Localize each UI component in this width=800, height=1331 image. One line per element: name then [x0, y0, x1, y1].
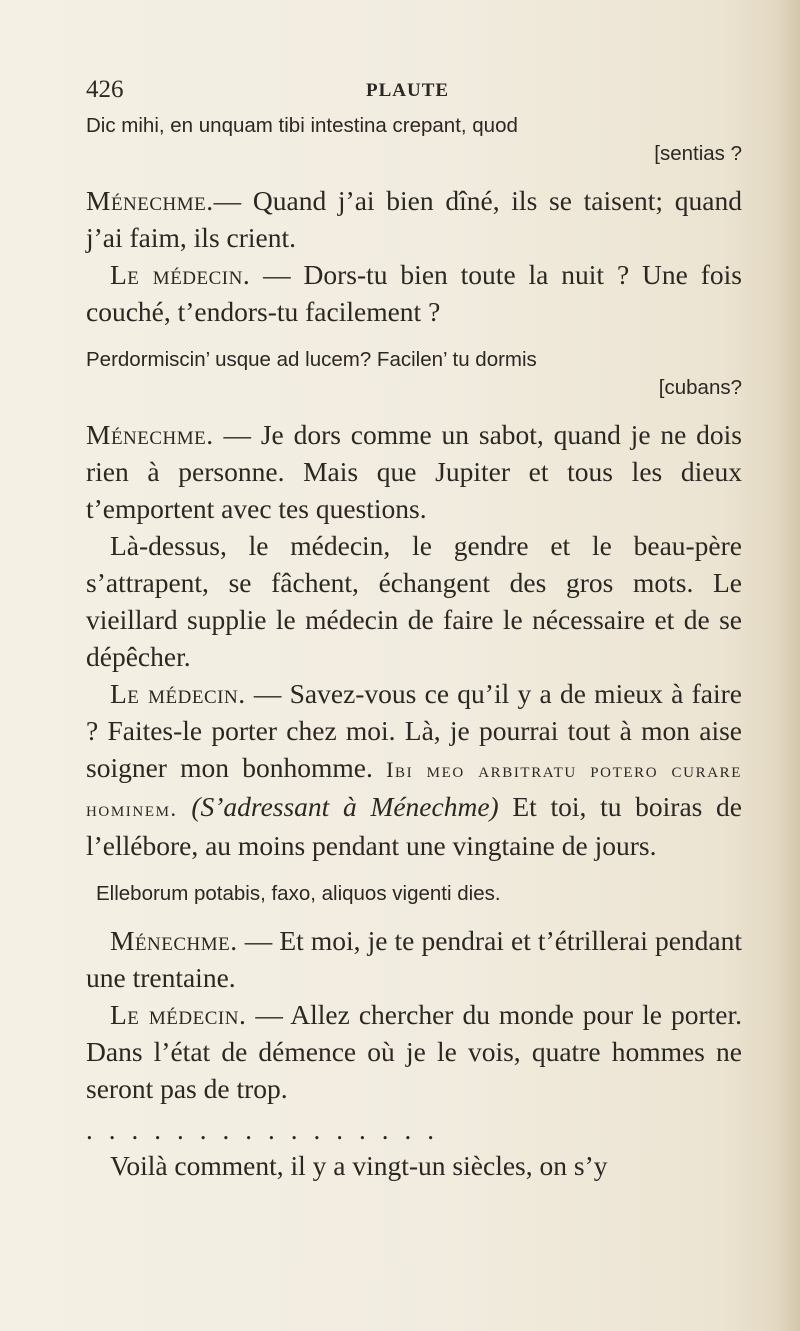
dialogue-text: — Je dors comme un sabot, quand je ne dois rien à personne. Mais que Jupiter et tous les dieux t’emportent avec tes questions.: [86, 419, 742, 524]
dialogue-text: — Quand j’ai bien dîné, ils se taisent; quand j’ai faim, ils crient.: [86, 185, 742, 253]
latin-inline-verse: Ibi meo arbitratu potero curare hominem.: [86, 757, 742, 821]
latin-verse-2: Perdormiscin’ usque ad lucem? Facilen’ tu dormis: [86, 348, 537, 371]
last-line: Voilà comment, il y a vingt-un siècles, on s’y: [110, 1150, 608, 1181]
dialogue-text: — Et moi, je te pendrai et t’étrillerai pendant une trentaine.: [86, 925, 742, 993]
latin-verse-1: Dic mihi, en unquam tibi intestina crepant, quod: [86, 114, 518, 137]
latin-verse-1-continuation: [sentias ?: [654, 142, 742, 165]
dialogue-text: — Dors-tu bien toute la nuit ? Une fois couché, t’endors-tu facilement ?: [86, 259, 743, 327]
page-header: [86, 76, 740, 106]
dialogue-menechme-2: [86, 416, 742, 527]
dialogue-text-continued: Et toi, tu boiras de l’ellébore, au moins pendant une vingtaine de jours.: [86, 791, 742, 861]
latin-verse-2-continuation: [cubans?: [658, 376, 742, 399]
dialogue-text: — Allez chercher du monde pour le porter. Dans l’état de démence où je le vois, quatre hommes ne seront pas de trop.: [86, 999, 743, 1104]
latin-verse-4: Elleborum potabis, faxo, aliquos vigenti dies.: [96, 882, 501, 905]
running-head: PLAUTE: [366, 80, 450, 101]
speaker-name: Le médecin.: [110, 678, 246, 709]
narration-paragraph: Là-dessus, le médecin, le gendre et le beau-père s’attrapent, se fâchent, échangent des gros mots. Le vieillard supplie le médecin de faire le nécessaire et de se dépêcher.: [86, 530, 742, 672]
dialogue-menechme-3: [86, 922, 742, 996]
page-edge-shadow: [778, 0, 800, 1331]
ellipsis-separator: ................: [86, 1115, 450, 1145]
dialogue-menechme-1: [86, 182, 742, 256]
dialogue-medecin-2: [86, 675, 742, 864]
speaker-name: Le médecin.: [110, 259, 251, 290]
speaker-name: Le médecin.: [110, 999, 247, 1030]
dialogue-text: — Savez-vous ce qu’il y a de mieux à faire ? Faites-le porter chez moi. Là, je pourrai tout à mon aise soigner mon bonhomme.: [86, 678, 743, 783]
dialogue-medecin-3: [86, 996, 742, 1107]
speaker-name: Ménechme.: [86, 185, 214, 216]
speaker-name: Ménechme.: [86, 419, 214, 450]
dialogue-medecin-1: [86, 256, 742, 330]
page-body: [86, 112, 742, 1184]
page-number: 426: [86, 76, 124, 103]
speaker-name: Ménechme.: [110, 925, 238, 956]
stage-direction: (S’adressant à Ménechme): [191, 791, 499, 822]
